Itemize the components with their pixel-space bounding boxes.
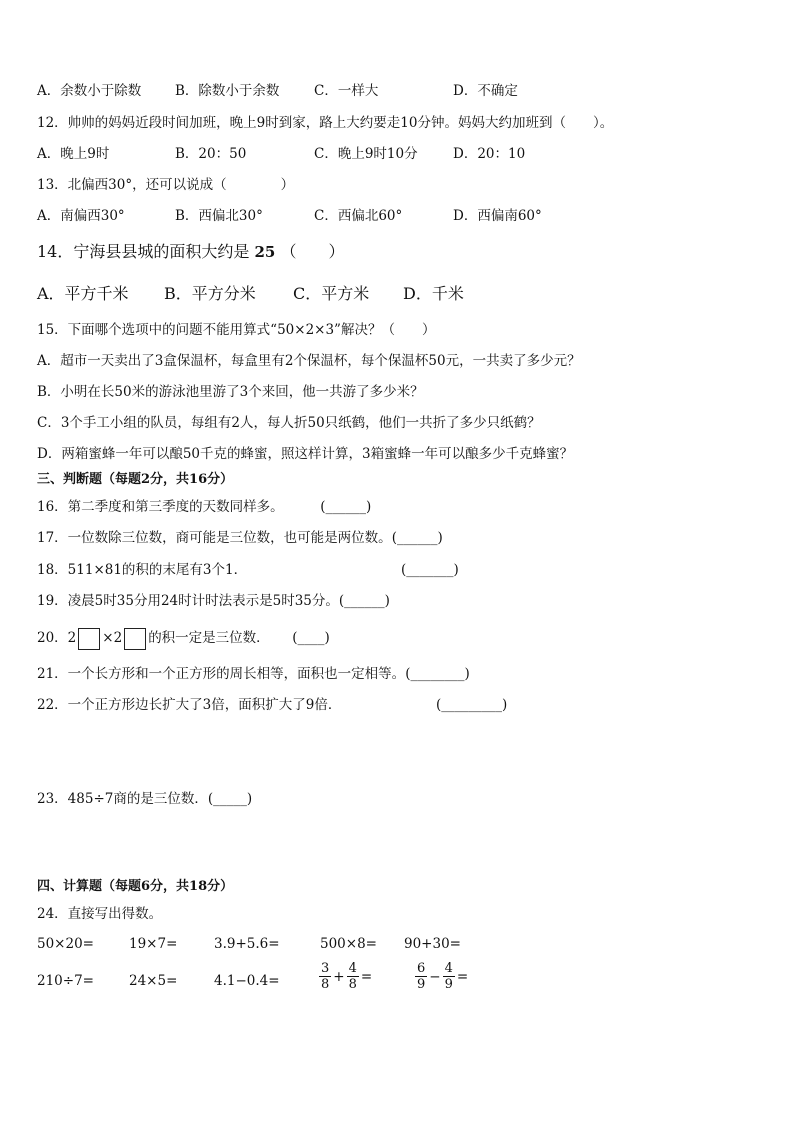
q14-number: 25 — [254, 243, 276, 261]
q22-answer-blank[interactable]: (_________) — [436, 697, 508, 713]
q15-option-b[interactable]: B．小明在长50米的游泳池里游了3个来回，他一共游了多少米？ — [37, 384, 424, 400]
q13-option-c[interactable]: C．西偏北60° — [314, 208, 403, 224]
q20-times: ×2 — [102, 630, 123, 646]
q24-calc-6[interactable]: 210÷7= — [37, 973, 94, 989]
q13-option-a[interactable]: A．南偏西30° — [37, 208, 125, 224]
q11-option-c[interactable]: C．一样大 — [314, 83, 379, 99]
q12-stem: 12．帅帅的妈妈近段时间加班，晚上9时到家，路上大约要走10分钟。妈妈大约加班到（ ）。 — [37, 115, 614, 131]
q11-option-d[interactable]: D．不确定 — [453, 83, 518, 99]
q24-stem: 24．直接写出得数。 — [37, 906, 163, 922]
q17 — [37, 528, 443, 548]
q15-stem: 15．下面哪个选项中的问题不能用算式“50×2×3”解决？（ ） — [37, 322, 436, 338]
q22 — [37, 695, 508, 715]
q14-stem-after: （ ） — [280, 242, 345, 261]
q24-fraction-calc-2[interactable]: $\frac{6}{9}$ − $\frac{4}{9}$ = — [417, 961, 469, 992]
q18-answer-blank[interactable]: (_______) — [401, 562, 459, 578]
q12-option-b[interactable]: B．20：50 — [175, 146, 247, 162]
q17-answer-blank[interactable]: (______) — [391, 530, 443, 546]
q24-calc-2[interactable]: 19×7= — [129, 936, 178, 952]
q12-option-a[interactable]: A．晚上9时 — [37, 146, 110, 162]
q19 — [37, 591, 390, 611]
section-4-title: 四、计算题（每题6分，共18分） — [37, 879, 234, 894]
q24-calc-5[interactable]: 90+30= — [404, 936, 461, 952]
fraction-3-8: $\frac{3}{8}$ — [321, 961, 330, 992]
q14-option-c[interactable]: C．平方米 — [293, 284, 370, 303]
q14-option-a[interactable]: A．平方千米 — [37, 284, 129, 303]
q18-text: 18．511×81的积的末尾有3个1． — [37, 562, 248, 578]
q24-calc-8[interactable]: 4.1−0.4= — [214, 973, 280, 989]
q23-text: 23．485÷7商的是三位数． — [37, 791, 208, 807]
q13-option-d[interactable]: D．西偏南60° — [453, 208, 542, 224]
q20-answer-blank[interactable]: (____) — [292, 630, 330, 646]
q17-text: 17．一位数除三位数，商可能是三位数，也可能是两位数。 — [37, 530, 392, 546]
q12-option-d[interactable]: D．20：10 — [453, 146, 526, 162]
q23-answer-blank[interactable]: (_____) — [207, 791, 253, 807]
q21 — [37, 664, 470, 684]
q20-suffix: 的积一定是三位数． — [148, 630, 270, 646]
q24-calc-1[interactable]: 50×20= — [37, 936, 94, 952]
q21-answer-blank[interactable]: (________) — [405, 666, 470, 682]
q13-option-b[interactable]: B．西偏北30° — [175, 208, 263, 224]
q14-option-b[interactable]: B．平方分米 — [164, 284, 256, 303]
q24-calc-4[interactable]: 500×8= — [320, 936, 377, 952]
q14-option-d[interactable]: D．千米 — [403, 284, 464, 303]
q14-stem-before: 14．宁海县县城的面积大约是 — [37, 242, 250, 261]
q16 — [37, 497, 371, 517]
q11-option-a[interactable]: A．余数小于除数 — [37, 83, 142, 99]
q20-digit-box-2[interactable] — [124, 628, 146, 650]
q20-prefix: 20．2 — [37, 630, 77, 646]
fraction-4-9: $\frac{4}{9}$ — [444, 961, 453, 992]
fraction-4-8: $\frac{4}{8}$ — [348, 961, 357, 992]
q24-fraction-calc-1[interactable]: $\frac{3}{8}$ + $\frac{4}{8}$ = — [321, 961, 373, 992]
q15-option-c[interactable]: C．3个手工小组的队员，每组有2人，每人折50只纸鹤，他们一共折了多少只纸鹤？ — [37, 415, 541, 431]
q11-option-b[interactable]: B．除数小于余数 — [175, 83, 280, 99]
section-3-title: 三、判断题（每题2分，共16分） — [37, 472, 234, 487]
q20-digit-box-1[interactable] — [78, 628, 100, 650]
q18 — [37, 560, 459, 580]
q13-stem: 13．北偏西30°，还可以说成（ ） — [37, 177, 295, 193]
fraction-6-9: $\frac{6}{9}$ — [417, 961, 426, 992]
q12-option-c[interactable]: C．晚上9时10分 — [314, 146, 418, 162]
q15-option-a[interactable]: A．超市一天卖出了3盒保温杯，每盒里有2个保温杯，每个保温杯50元，一共卖了多少元？ — [37, 353, 581, 369]
q19-text: 19．凌晨5时35分用24时计时法表示是5时35分。 — [37, 593, 339, 609]
q16-answer-blank[interactable]: (______) — [320, 499, 372, 515]
q24-calc-7[interactable]: 24×5= — [129, 973, 178, 989]
q22-text: 22．一个正方形边长扩大了3倍，面积扩大了9倍． — [37, 697, 342, 713]
q21-text: 21．一个长方形和一个正方形的周长相等，面积也一定相等。 — [37, 666, 406, 682]
q19-answer-blank[interactable]: (______) — [338, 593, 390, 609]
q15-option-d[interactable]: D．两箱蜜蜂一年可以酿50千克的蜂蜜，照这样计算，3箱蜜蜂一年可以酿多少千克蜂蜜？ — [37, 446, 574, 462]
q16-text: 16．第二季度和第三季度的天数同样多。 — [37, 499, 284, 515]
q23 — [37, 789, 252, 809]
q20 — [37, 625, 330, 651]
q24-calc-3[interactable]: 3.9+5.6= — [214, 936, 280, 952]
q14-stem — [37, 242, 344, 262]
